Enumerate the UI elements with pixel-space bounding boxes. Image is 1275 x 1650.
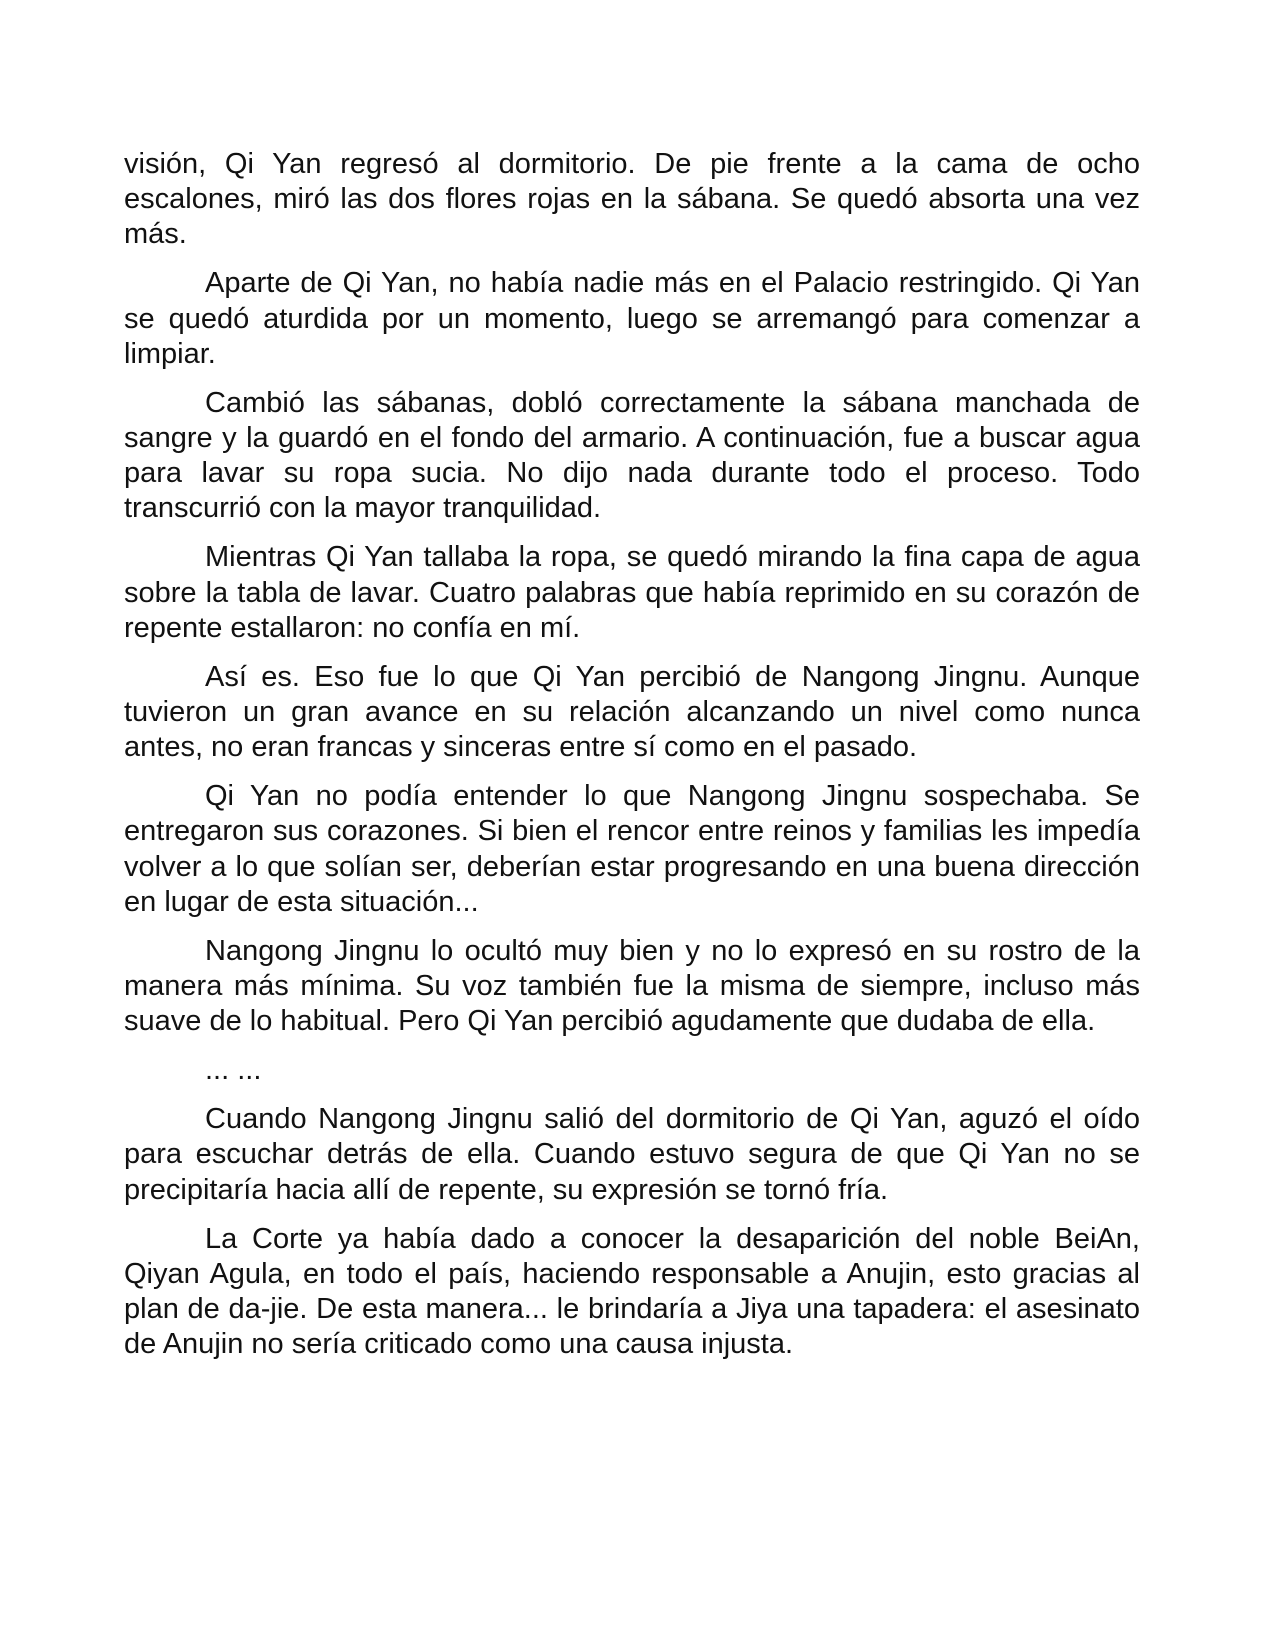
paragraph: Cuando Nangong Jingnu salió del dormitorio de Qi Yan, aguzó el oído para escuchar detrás de ella. Cuando estuvo segura de que Qi Yan no se precipitaría hacia allí de repente, su expresión se tornó fría.	[124, 1103, 1140, 1206]
paragraph: visión, Qi Yan regresó al dormitorio. De pie frente a la cama de ocho escalones, miró las dos flores rojas en la sábana. Se quedó absorta una vez más.	[124, 148, 1140, 251]
paragraph: Nangong Jingnu lo ocultó muy bien y no lo expresó en su rostro de la manera más mínima. Su voz también fue la misma de siempre, incluso más suave de lo habitual. Pero Qi Yan percibió agudamente que dudaba de ella.	[124, 934, 1140, 1038]
scene-break: ... ...	[205, 1054, 262, 1087]
document-body	[124, 147, 1140, 1376]
paragraph: Cambió las sábanas, dobló correctamente la sábana manchada de sangre y la guardó en el fondo del armario. A continuación, fue a buscar agua para lavar su ropa sucia. No dijo nada durante todo el proceso. Todo transcurrió con la mayor tranquilidad.	[124, 386, 1140, 525]
paragraph: Qi Yan no podía entender lo que Nangong Jingnu sospechaba. Se entregaron sus corazones. Si bien el rencor entre reinos y familias les impedía volver a lo que solían ser, deberían estar progresando en una buena dirección en lugar de esta situación...	[124, 780, 1140, 918]
paragraph: Mientras Qi Yan tallaba la ropa, se quedó mirando la fina capa de agua sobre la tabla de lavar. Cuatro palabras que había reprimido en su corazón de repente estallaron: no confía en mí.	[124, 541, 1140, 644]
paragraph: Aparte de Qi Yan, no había nadie más en el Palacio restringido. Qi Yan se quedó aturdida por un momento, luego se arremangó para comenzar a limpiar.	[124, 267, 1140, 370]
paragraph: La Corte ya había dado a conocer la desaparición del noble BeiAn, Qiyan Agula, en todo el país, haciendo responsable a Anujin, esto gracias al plan de da-jie. De esta manera... le brindaría a Jiya una tapadera: el asesinato de Anujin no sería criticado como una causa injusta.	[124, 1222, 1140, 1361]
paragraph: Así es. Eso fue lo que Qi Yan percibió de Nangong Jingnu. Aunque tuvieron un gran avance en su relación alcanzando un nivel como nunca antes, no eran francas y sinceras entre sí como en el pasado.	[124, 660, 1140, 764]
